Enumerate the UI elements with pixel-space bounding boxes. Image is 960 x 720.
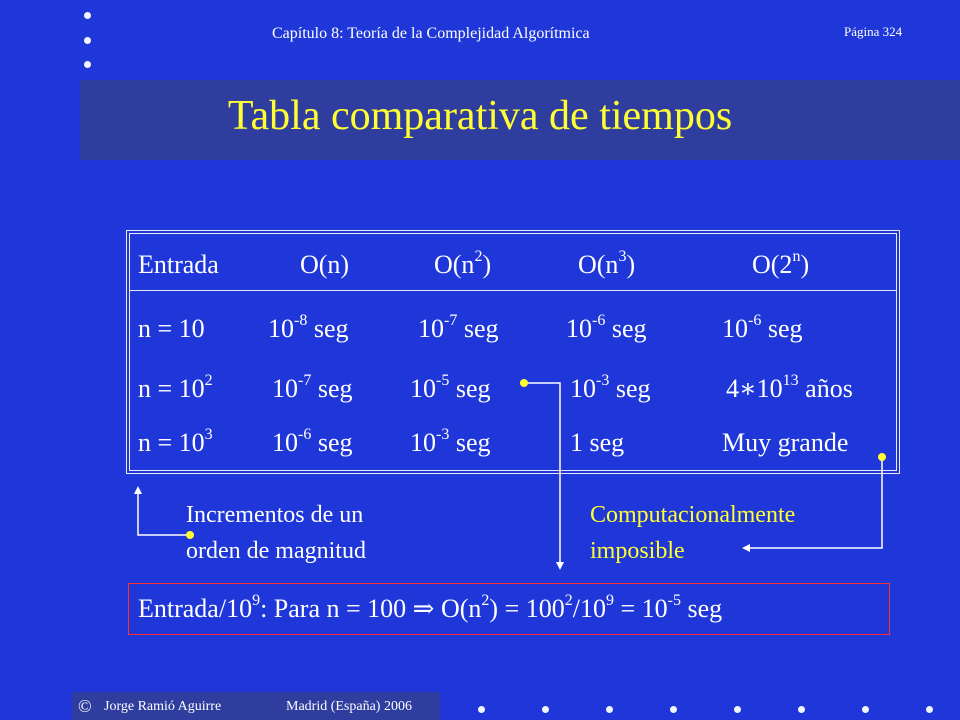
cell-on: $10^{-6}$ seg xyxy=(272,426,353,457)
cell-on: $10^{-7}$ seg xyxy=(272,372,353,403)
decor-dot xyxy=(606,706,613,713)
left-connector-line xyxy=(138,492,188,535)
header-o2n: O(2$^n$) xyxy=(752,248,810,279)
footer-place: Madrid (España) 2006 xyxy=(286,699,412,714)
note-right-line1: Computacionalmente xyxy=(590,502,796,528)
formula-text: Entrada/$10^9$: Para n = 100 ⇒ $O(n^2) = 100^2/10^9 = 10^{-5}$ seg xyxy=(138,592,723,623)
footer-copyright: © xyxy=(78,696,92,716)
decor-dot xyxy=(926,706,933,713)
cell-on3: 1 seg xyxy=(570,428,625,457)
cell-o2n: Muy grande xyxy=(722,428,849,457)
cell-on2: $10^{-5}$ seg xyxy=(410,372,491,403)
connector-dot xyxy=(878,453,886,461)
decor-dot xyxy=(862,706,869,713)
note-right-line2: imposible xyxy=(590,538,685,564)
decor-dot xyxy=(670,706,677,713)
note-left-line1: Incrementos de un xyxy=(186,502,364,528)
chapter-header: Capítulo 8: Teoría de la Complejidad Algorítmica xyxy=(272,25,590,42)
header-on2: $O(n^2)$ xyxy=(434,248,492,279)
connector-dot xyxy=(520,379,528,387)
decor-dot xyxy=(798,706,805,713)
middle-connector-line xyxy=(526,383,560,564)
implies-arrow-icon: ⇒ xyxy=(412,594,435,623)
decor-dot xyxy=(734,706,741,713)
cell-n: $n = 10^2$ xyxy=(138,372,213,403)
footer-author: Jorge Ramió Aguirre xyxy=(104,699,222,714)
cell-on: $10^{-8}$ seg xyxy=(268,312,349,343)
cell-on2: $10^{-7}$ seg xyxy=(418,312,499,343)
header-on: O(n) xyxy=(300,250,350,279)
header-entrada: Entrada xyxy=(138,250,219,279)
page-number: Página 324 xyxy=(844,24,903,39)
arrowhead-up xyxy=(134,486,142,494)
arrowhead-left xyxy=(742,544,750,552)
cell-n: $n = 10^3$ xyxy=(138,426,213,457)
decor-dot xyxy=(542,706,549,713)
decor-dot xyxy=(478,706,485,713)
cell-n: n = 10 xyxy=(138,314,205,343)
cell-on2: $10^{-3}$ seg xyxy=(410,426,491,457)
arrowhead-down xyxy=(556,562,564,570)
header-on3: $O(n^3)$ xyxy=(578,248,636,279)
slide-title: Tabla comparativa de tiempos xyxy=(227,93,733,139)
cell-on3: $10^{-6}$ seg xyxy=(566,312,647,343)
cell-o2n: $4∗10^{13}$ años xyxy=(726,372,853,403)
cell-o2n: $10^{-6}$ seg xyxy=(722,312,803,343)
note-left-line2: orden de magnitud xyxy=(186,538,366,564)
cell-on3: $10^{-3}$ seg xyxy=(570,372,651,403)
